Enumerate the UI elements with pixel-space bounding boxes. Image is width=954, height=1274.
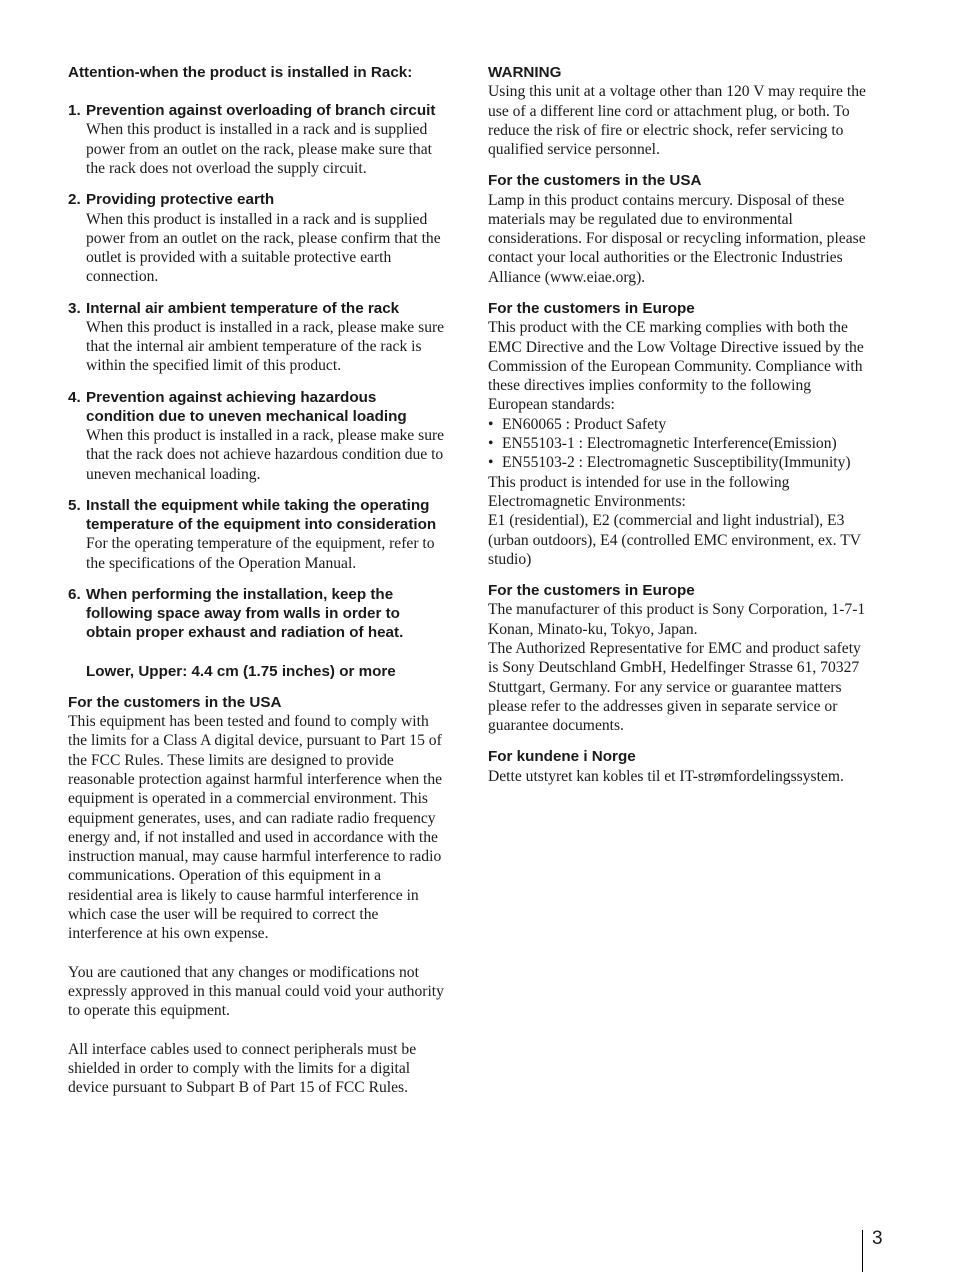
section-body: Using this unit at a voltage other than 120 V may require the use of a different line cord or attachment plug, or both. To reduce the risk of fire or electric shock, refer servicing to qualified service personnel. xyxy=(488,83,866,159)
environments-intro: This product is intended for use in the following Electromagnetic Environments: xyxy=(488,473,790,510)
section-heading: For the customers in the USA xyxy=(68,693,282,711)
manufacturer-paragraph: The manufacturer of this product is Sony Corporation, 1-7-1 Konan, Minato-ku, Tokyo, Japan. xyxy=(488,601,866,638)
section-heading: For the customers in the USA xyxy=(488,172,702,190)
item-title: Internal air ambient temperature of the rack xyxy=(86,299,400,317)
left-column xyxy=(68,63,448,1097)
page-number-marker xyxy=(862,1230,883,1272)
item-body: For the operating temperature of the equipment, refer to the specifications of the Operation Manual. xyxy=(86,535,435,572)
fcc-paragraph-2: You are cautioned that any changes or modifications not expressly approved in this manual could void your authority to operate this equipment. xyxy=(68,963,444,1020)
item-number: 5. xyxy=(68,497,81,515)
section-body: Lamp in this product contains mercury. Disposal of these materials may be regulated due to environmental considerations. For disposal or recycling information, please contact your local authorities or the Electronic Industries Alliance (www.eiae.org). xyxy=(488,191,866,286)
environments-list: E1 (residential), E2 (commercial and light industrial), E3 (urban outdoors), E4 (controlled EMC environment, ex. TV studio) xyxy=(488,512,861,568)
section-heading: For the customers in Europe xyxy=(488,300,695,318)
item-number: 2. xyxy=(68,191,81,209)
usa-mercury-section xyxy=(488,171,872,287)
europe-ce-section xyxy=(488,299,872,569)
standards-list xyxy=(488,415,872,473)
item-number: 6. xyxy=(68,586,81,604)
item-title: When performing the installation, keep the following space away from walls in order to obtain proper exhaust and radiation of heat. xyxy=(86,586,404,642)
fcc-paragraph-1: This equipment has been tested and found to comply with the limits for a Class A digital device, pursuant to Part 15 of the FCC Rules. These limits are designed to provide reasonable protection against harmful interference when the equipment is operated in a commercial environment. This equipment generates, uses, and can radiate radio frequency energy and, if not installed and used in accordance with the instruction manual, may cause harmful interference to radio communications. Operation of this equipment in a residential area is likely to cause harmful interference in which case the user will be required to correct the interference at his own expense. xyxy=(68,713,443,943)
item-body: When this product is installed in a rack and is supplied power from an outlet on the rack, please confirm that the outlet is provided with a suitable protective earth connection. xyxy=(86,210,441,286)
list-item: • EN55103-1 : Electromagnetic Interference(Emission) xyxy=(488,435,837,453)
rack-item-1 xyxy=(68,101,448,178)
rack-item-4 xyxy=(68,388,448,484)
rack-attention-heading: Attention-when the product is installed in Rack: xyxy=(68,64,413,81)
rack-item-3 xyxy=(68,299,448,376)
rack-item-5 xyxy=(68,496,448,573)
fcc-paragraph-3: All interface cables used to connect peripherals must be shielded in order to comply with the limits for a digital device pursuant to Subpart B of Part 15 of FCC Rules. xyxy=(68,1040,417,1097)
rack-item-2 xyxy=(68,190,448,286)
section-heading: WARNING xyxy=(488,64,562,81)
item-body: When this product is installed in a rack, please make sure that the internal air ambient temperature of the rack is within the specified limit of this product. xyxy=(86,318,445,375)
warning-section xyxy=(488,63,872,159)
item-title: Install the equipment while taking the operating temperature of the equipment into consideration xyxy=(86,497,437,534)
right-column xyxy=(488,63,872,786)
section-heading: For kundene i Norge xyxy=(488,748,636,766)
item-title: Prevention against overloading of branch circuit xyxy=(86,102,436,120)
item-body: When this product is installed in a rack, please make sure that the rack does not achieve hazardous condition due to uneven mechanical loading. xyxy=(86,427,445,483)
item-body: When this product is installed in a rack and is supplied power from an outlet on the rack, please make sure that the rack does not overload the supply circuit. xyxy=(86,121,432,177)
section-heading: For the customers in Europe xyxy=(488,582,695,600)
item-title: Providing protective earth xyxy=(86,191,275,209)
usa-fcc-section xyxy=(68,693,448,1098)
representative-paragraph: The Authorized Representative for EMC and product safety is Sony Deutschland GmbH, Hedelfinger Strasse 61, 70327 Stuttgart, Germany. For any service or guarantee matters please refer to the addresses given in separate service or guarantee documents. xyxy=(488,639,861,735)
rack-item-6 xyxy=(68,585,448,643)
europe-representative-section xyxy=(488,581,872,735)
item-number: 3. xyxy=(68,299,81,317)
list-item: • EN60065 : Product Safety xyxy=(488,415,667,433)
wall-spacing-spec: Lower, Upper: 4.4 cm (1.75 inches) or more xyxy=(86,662,396,680)
item-number: 4. xyxy=(68,388,81,406)
item-title: Prevention against achieving hazardous condition due to uneven mechanical loading xyxy=(86,388,407,425)
page-number: 3 xyxy=(872,1228,883,1249)
norway-section xyxy=(488,747,872,786)
item-number: 1. xyxy=(68,102,81,120)
section-body: This product with the CE marking complies with both the EMC Directive and the Low Voltage Directive issued by the Commission of the European Community. Compliance with these directives implies conformity to the following European standards: xyxy=(488,319,864,414)
section-body: Dette utstyret kan kobles til et IT-strømfordelingssystem. xyxy=(488,767,844,785)
list-item: • EN55103-2 : Electromagnetic Susceptibility(Immunity) xyxy=(488,454,851,472)
